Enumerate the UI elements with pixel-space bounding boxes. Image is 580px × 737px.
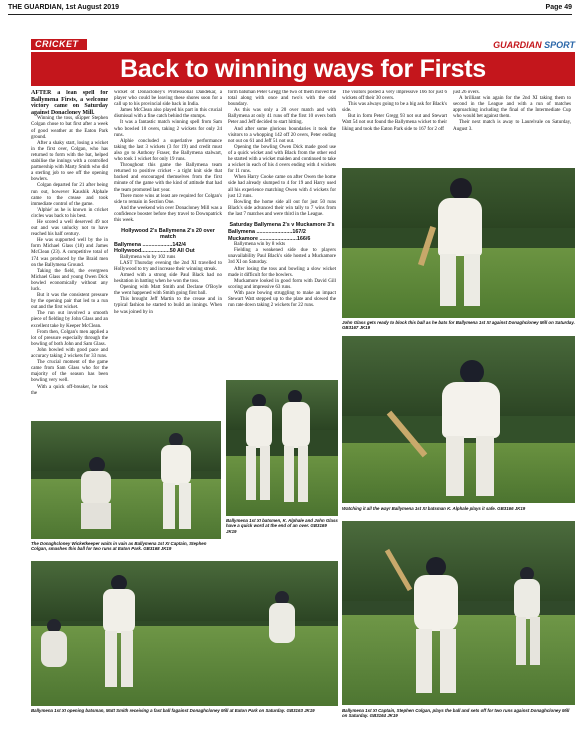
paragraph: This brought Jeff Martin to the crease and in typical fashion he started to build an innings. When he was joined by in	[114, 297, 222, 315]
paragraph: just 26 overs.	[453, 90, 480, 95]
paragraph: With pace bowing struggling to make an impact Stewart Watt stepped up to the plate and slowed the run rate down taking 2 wickets for 22 runs.	[228, 290, 336, 309]
photo-john-glass-batting	[342, 168, 575, 318]
match-subhead: Saturday Ballymena 2's v Muckamore 3's	[229, 221, 335, 228]
brand-logo	[450, 39, 575, 51]
paragraph: Fielding a weakened side due to players unavailability Paul Black's side hosted a Muckamore 3rd XI on Saturday.	[228, 248, 336, 266]
paragraph: But in form Peter Gregg 93 not out and Stewart Watt 54 not out found the Ballymena wicket to their liking and took the Eaton Park side to 167 for 2 off	[342, 114, 447, 132]
paper-date: THE GUARDIAN, 1st August 2019	[8, 4, 119, 11]
score-line: Ballymena ........................167/2	[228, 229, 306, 236]
paragraph: Opening the bowling Owen Dick made good use of a quick wicket and with Black from the other end he started with a wicket maiden and continued to take a wicket in each of his 4 overs ending with 4 wickets for 11 runs.	[228, 144, 336, 175]
brand-sport: SPORT	[544, 40, 575, 50]
paragraph: He scored a well deserved 49 not out and was unlucky not to have reached his half century.	[31, 219, 108, 238]
paragraph: When Harry Cooke came on after Owen the home side had already slumped to 4 for 19 and Harry used all his experience matching Owen with 4 wickets for just 12 runs.	[228, 175, 336, 199]
paragraph: There more wins at least are required for Colgan's side to remain in Section One.	[114, 193, 222, 205]
paragraph: With a quick off-breaker, he took the	[31, 384, 108, 396]
paragraph: LAST Thursday evening the 2nd XI travelled to Hollywood to try and increase their winning streak.	[114, 260, 222, 272]
paragraph: And after some glorious boundaries it took the visitors to a whopping 142 off 20 overs, Peter ending not out on 61 and Jeff 51 not out.	[228, 126, 336, 144]
paragraph: And the weekend win over Donacloney Mill was a confidence booster before they travel to Downpatrick this week.	[114, 205, 222, 223]
photo-alphale-batting	[342, 336, 575, 503]
photo-caption: Ballymena 1st XI opening batsman, Matt Smith receiving a fast ball fagainst Donaghcloney Mill at Eaton Park on Saturday. GB3163 JK19	[31, 708, 315, 713]
paragraph: form batsman Peter Gregg the two of them moved the total along with once and two's with the odd boundary.	[228, 90, 336, 108]
paragraph: As this was only a 20 over match and with Ballymena at only 41 runs off the first 10 overs both Peter and Jeff decided to start hitting.	[228, 108, 336, 126]
paragraph: Ballymena win by 8 wkts	[234, 242, 286, 248]
paragraph: It was a fantastic match winning spell from Sam who bowled 10 overs, taking 2 wickets for only 24 runs.	[114, 120, 222, 138]
article-column-1	[31, 90, 108, 418]
paragraph: Muckamore looked in good form with David Gill scoring and impressive 63 runs.	[228, 278, 336, 290]
photo-colgan-runs	[342, 521, 575, 705]
paragraph: Opening with Matt Smith and Declane O'Boyle the went happened with Smith going first ball.	[114, 285, 222, 297]
headline: Back to winning ways for Firsts	[120, 55, 486, 83]
lead-paragraph: AFTER a lean spell for Ballymena Firsts, a welcome victory came on Saturday against Donacloney Mill.	[31, 90, 108, 116]
article-column-2	[114, 90, 222, 418]
paragraph: 'Alphie' as he is known in cricket circles was back to his best.	[31, 207, 108, 219]
photo-caption: Ballymena 1st XI Captain, Stephen Colgan, plays the ball and sets off for two runs against Donaghcloney Mill on Saturday. GB3164 JK19	[342, 708, 570, 719]
paragraph: Taking the field, the evergreen Michael Glass and young Owen Dick bowled economically without any luck.	[31, 268, 108, 292]
photo-caption: The Donaghcloney Wicketkeeper waits in vain as Ballymena 1st XI Captain, Stephen Colgan, smashes this ball for two runs at Eaton Park. GB3168 JK19	[31, 541, 207, 552]
paragraph: This was always going to be a big ask for Black's side.	[342, 102, 447, 114]
section-tag: CRICKET	[31, 39, 87, 50]
paragraph: Armed with a strong side Paul Black had no hesitation in batting when he won the toss.	[114, 272, 222, 285]
page-number: Page 49	[545, 4, 572, 11]
score-line: Ballymena ....................142/4	[114, 241, 186, 248]
photo-alphale-glass-talk	[226, 380, 338, 516]
photo-matt-smith-batting	[31, 561, 338, 706]
paragraph: John bowled with good pace and accuracy taking 2 wickets for 33 runs.	[31, 347, 108, 360]
photo-colgan-batting	[31, 421, 221, 539]
paragraph: After losing the toss and bowling a slow wicket made it difficult for the bowlers.	[228, 266, 336, 278]
paragraph: The crucial moment of the game came from Sam Glass who for the majority of the season has been bowling very well.	[31, 360, 108, 384]
photo-caption: Watching it all the way! Ballymena 1st XI batsman K. Alphale plays it safe. GB3166 JK19	[342, 506, 526, 511]
paragraph: He was supported well by the in form Michael Glass (18) and James McClean (23). A competitive total of 174 was produced by the Braid men on the Ballymena Ground.	[31, 238, 108, 268]
paragraph: From then, Colgan's men applied a lot of pressure especially through the bowling of both John and Sam Glass.	[31, 329, 108, 347]
score-line: Muckamore .........................166/6	[228, 235, 311, 242]
paragraph: Winning the toss, skipper Stephen Colgan chose to bat first after a week of good weather at the Eaton Park ground.	[31, 116, 108, 140]
article-column-5	[453, 90, 571, 162]
paragraph: The visitors posted a very impressive 166 for just 6 wickets off their 30 overs.	[342, 90, 447, 102]
header-rule	[8, 14, 572, 15]
match-subhead: Hollywood 2's Ballymena 2's 20 over match	[121, 228, 215, 241]
paragraph: Their next match is away to Laurelvale on Saturday, August 3.	[453, 120, 571, 132]
paragraph: Colgan departed for 21 after being run out, however Kaushik Alphale came to the crease and took immediate control of the game.	[31, 183, 108, 207]
paragraph: Throughout this game the Ballymena team returned to positive cricket - a tight knit side that backed and encouraged themselves from the first minute of the game with the kind of attitude that had the team promoted last year.	[114, 163, 222, 193]
paragraph: wicket of Donacloney's Professional Dandekar, a player who could be leaving these shores soon for a call up to his provincial side back in India.	[114, 90, 222, 108]
photo-caption: Ballymena 1st XI batsmen, K. Alphale and John Glass have a quick word at the end of an over. GB3169 JK19	[226, 518, 338, 534]
article-column-4	[342, 90, 447, 162]
paragraph: Bowling the home side all out for just 50 runs Black's side advanced their win tally to 7 wins from the last 7 matches and were third in the League.	[228, 199, 336, 217]
paragraph: After a shaky start, losing a wicket in the first over, Colgan, who has returned to form with the bat, helped stabilise the innings with a controlled partnership with Marty Smith who did a sterling job to see off the opening bowlers.	[31, 140, 108, 183]
paragraph: Alphie concluded a superlative performance taking the last 3 wickets (3 for 19) and credit must also go to Anthony Fraser, the Ballymena stalwart, who took 1 wicket for only 19 runs.	[114, 138, 222, 163]
photo-caption: John Glass gets ready to block this ball as he bats for Ballymena 1st XI against Donaghcloney Mill on Saturday. GB3167 JK19	[342, 320, 575, 331]
paragraph: James McClean also played his part in this crucial dismissal with a fine catch behind the stumps.	[114, 108, 222, 120]
score-line: Hollywood...................50 All Out	[114, 248, 195, 255]
paragraph: The run out involved a smooth piece of fielding by John Glass and an excellent take by Keeper McClean.	[31, 311, 108, 329]
brand-name: GUARDIAN	[493, 40, 542, 50]
paragraph: A brilliant win again for the 2nd XI taking them to second in the League and with a run of matches approaching including the final of the Intermediate Cup who would bet against them.	[453, 96, 571, 120]
paragraph: Ballymena win by 102 runs	[120, 254, 176, 260]
paragraph: But it was the consistent pressure by the opening pair that led to a run out and the first wicket.	[31, 293, 108, 311]
article-column-3	[228, 90, 336, 380]
